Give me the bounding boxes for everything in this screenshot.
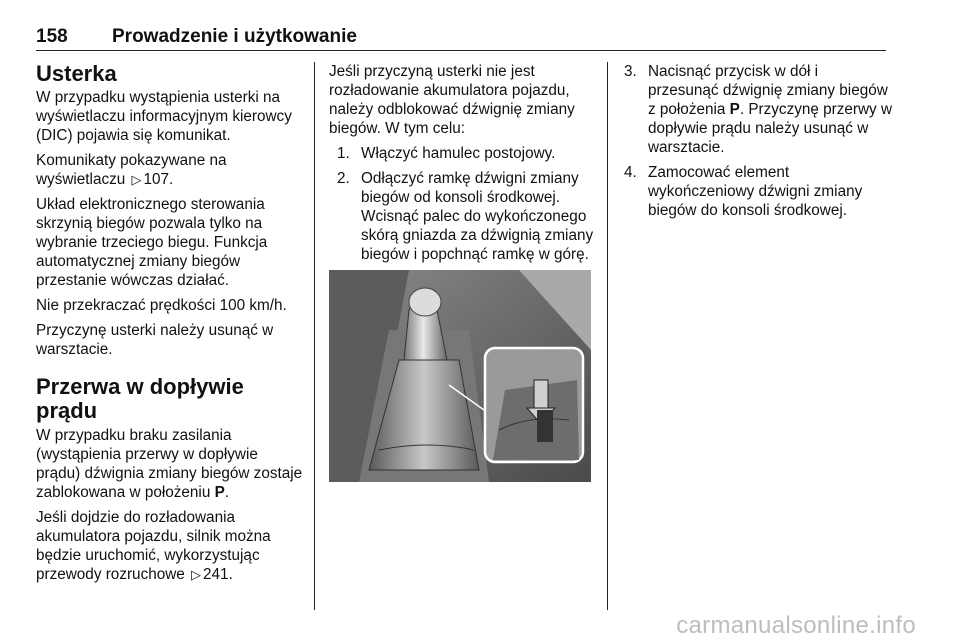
paragraph: Jeśli przyczyną usterki nie jest rozładowanie akumulatora pojazdu, należy odblokować dźwignię zmiany biegów. W tym celu: bbox=[329, 63, 575, 137]
gear-lever-illustration bbox=[329, 270, 591, 482]
column-divider-1 bbox=[314, 62, 315, 610]
steps-list bbox=[337, 144, 597, 264]
column-2 bbox=[329, 62, 597, 482]
page-ref[interactable]: 107. bbox=[143, 171, 174, 189]
arrow-right-outline-icon: ▷ bbox=[131, 172, 142, 188]
gear-lever-image bbox=[329, 270, 591, 482]
paragraph-with-ref: Komunikaty pokazywane na wyświetlaczu ▷ 107. bbox=[36, 152, 227, 189]
gear-position-p: P bbox=[729, 101, 740, 118]
paragraph: Nie przekraczać prędkości 100 km/h. bbox=[36, 297, 287, 315]
paragraph: Przyczynę usterki należy usunąć w warsztacie. bbox=[36, 322, 274, 359]
steps-list bbox=[624, 62, 892, 220]
watermark: carmanualsonline.info bbox=[676, 612, 916, 639]
list-item: 4. Zamocować element wykończeniowy dźwigni zmiany biegów do konsoli środkowej. bbox=[624, 164, 863, 219]
paragraph-with-ref: Jeśli dojdzie do rozładowania akumulatora pojazdu, silnik można będzie uruchomić, wykorzystując przewody rozruchowe ▷ 241. bbox=[36, 508, 271, 583]
paragraph: W przypadku wystąpienia usterki na wyświetlaczu informacyjnym kierowcy (DIC) pojawia się komunikat. bbox=[36, 89, 292, 145]
section-heading-usterka: Usterka bbox=[36, 61, 117, 86]
page-ref[interactable]: 241. bbox=[203, 565, 233, 583]
column-divider-2 bbox=[607, 62, 608, 610]
column-1 bbox=[36, 62, 304, 590]
page-number: 158 bbox=[36, 26, 68, 47]
gear-position-p: P bbox=[214, 483, 225, 501]
header-rule bbox=[36, 50, 886, 51]
arrow-right-outline-icon: ▷ bbox=[191, 566, 202, 582]
paragraph: W przypadku braku zasilania (wystąpienia przerwy w dopływie prądu) dźwignia zmiany biegów zostaje zablokowana w położeniu P. bbox=[36, 426, 303, 501]
page-header bbox=[36, 22, 886, 52]
list-item: 3. Nacisnąć przycisk w dół i przesunąć dźwignię zmiany biegów z położenia P. Przyczynę przerwy w dopływie prądu należy usunąć w warsztacie. bbox=[624, 63, 892, 156]
section-heading-przerwa: Przerwa w dopływie prądu bbox=[36, 374, 244, 424]
list-item: 1. Włączyć hamulec postojowy. bbox=[337, 145, 556, 162]
column-3 bbox=[624, 62, 892, 226]
chapter-title: Prowadzenie i użytkowanie bbox=[112, 26, 357, 47]
paragraph: Układ elektronicznego sterowania skrzynią biegów pozwala tylko na wybranie trzeciego biegu. Funkcja automatycznej zmiany biegów przestanie wówczas działać. bbox=[36, 196, 268, 290]
list-item: 2. Odłączyć ramkę dźwigni zmiany biegów od konsoli środkowej. Wcisnąć palec do wykończonego skórą gniazda za dźwignią zmiany biegów i popchnąć ramkę w górę. bbox=[337, 170, 594, 263]
